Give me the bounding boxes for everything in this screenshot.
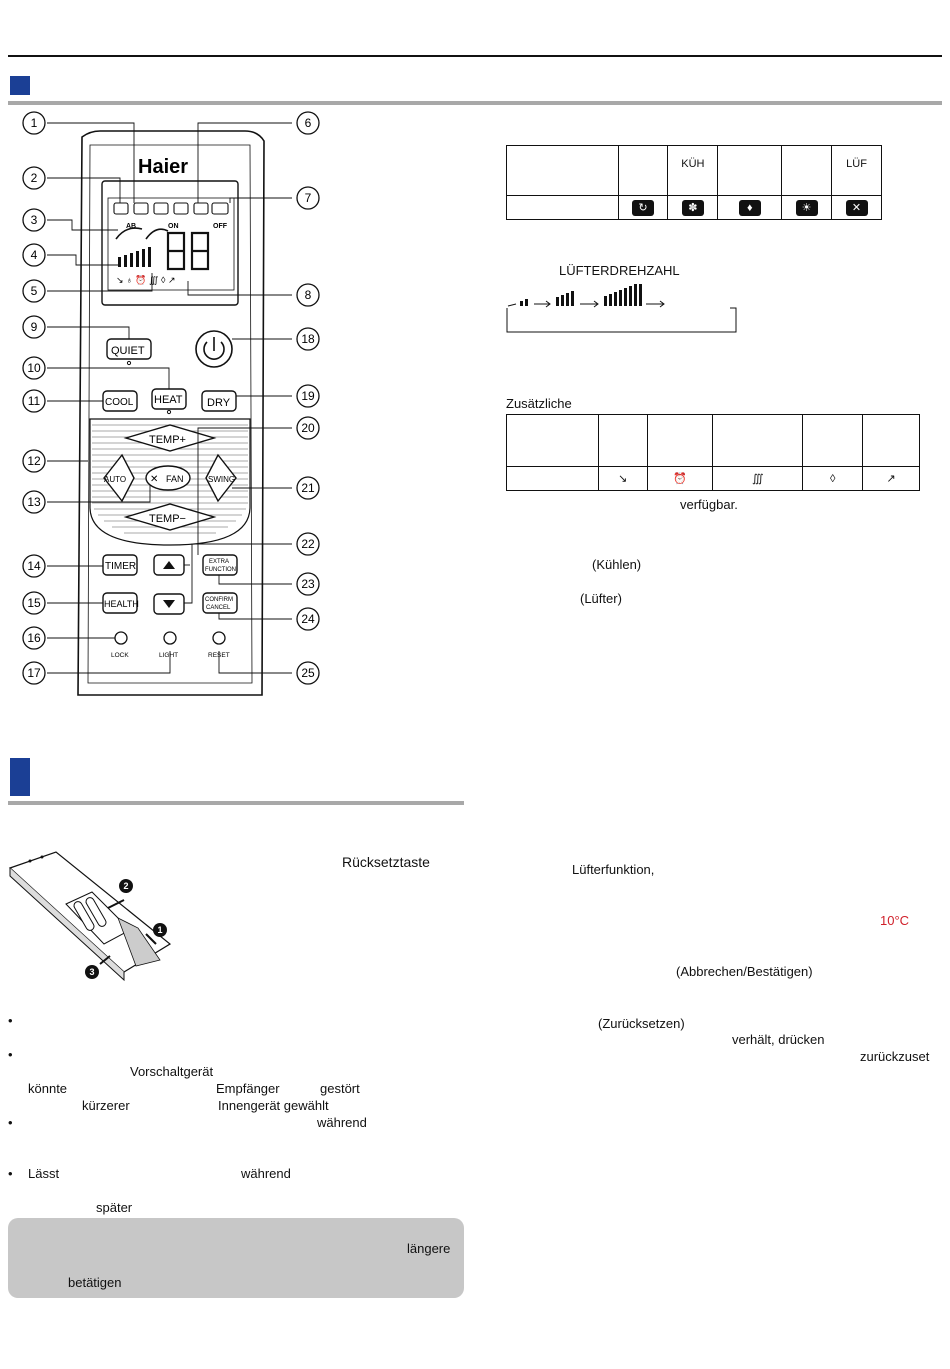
- haier-logo: Haier: [138, 156, 189, 178]
- note-b: betätigen: [68, 1275, 122, 1290]
- b2-b: könnte: [28, 1081, 68, 1096]
- extra-title: Zusätzliche: [506, 396, 572, 411]
- callout-12: 12: [27, 454, 41, 468]
- reset-text: (Zurücksetzen): [598, 1016, 685, 1031]
- heater-icon: ∭: [713, 467, 803, 491]
- b2-f: Innengerät gewählt: [218, 1098, 329, 1113]
- behaves-text: verhält, drücken: [732, 1032, 825, 1047]
- callout-7: 7: [304, 191, 312, 205]
- b2-a: Vorschaltgerät: [130, 1064, 214, 1079]
- reset-back-text: zurückzuset: [860, 1049, 930, 1064]
- lcd-off: OFF: [213, 223, 227, 230]
- section-marker-2: [10, 758, 30, 796]
- lcd-on: ON: [168, 223, 179, 230]
- fan-icon: ✕: [150, 474, 159, 485]
- confirm-label: CONFIRM: [205, 597, 233, 603]
- sun-icon: ☀: [796, 200, 818, 216]
- bullet-4: •: [8, 1166, 13, 1181]
- b4-c: später: [96, 1200, 133, 1215]
- alarm-icon: ⏰: [647, 467, 713, 491]
- auto-icon: ↻: [632, 200, 654, 216]
- callout-3: 3: [30, 213, 38, 227]
- quiet-label: QUIET: [111, 345, 145, 357]
- step-1: 1: [157, 925, 163, 935]
- callout-1: 1: [30, 116, 38, 130]
- callout-10: 10: [27, 361, 41, 375]
- callout-14: 14: [27, 559, 41, 573]
- remote-diagram: [0, 105, 470, 705]
- callout-5: 5: [30, 284, 38, 298]
- sleep-icon: ↘: [598, 467, 647, 491]
- extra-table: [506, 414, 920, 491]
- cancel-label: CANCEL: [206, 605, 231, 611]
- cool-text: (Kühlen): [592, 557, 642, 572]
- top-rule: [8, 55, 942, 57]
- callout-15: 15: [27, 596, 41, 610]
- b3: während: [317, 1115, 367, 1130]
- callout-22: 22: [301, 537, 315, 551]
- bullet-2: •: [8, 1047, 13, 1062]
- step-3: 3: [89, 967, 95, 977]
- leaf-icon: ◊: [803, 467, 863, 491]
- b4-b: während: [241, 1166, 291, 1181]
- callout-8: 8: [304, 288, 312, 302]
- mode-table: [506, 145, 882, 220]
- battery-illustration: [8, 848, 208, 988]
- swing-label: SWING: [208, 475, 236, 484]
- b4-a: Lässt: [28, 1166, 60, 1181]
- extra-label-1: EXTRA: [209, 559, 230, 565]
- light-button[interactable]: [164, 632, 176, 644]
- callout-19: 19: [301, 389, 315, 403]
- lock-label: LOCK: [111, 652, 129, 659]
- bullet-1: •: [8, 1013, 13, 1028]
- available-note: verfügbar.: [680, 497, 738, 512]
- fan-text: (Lüfter): [580, 591, 622, 606]
- callout-18: 18: [301, 332, 315, 346]
- fan-speed-diagram: [500, 284, 750, 336]
- callout-20: 20: [301, 421, 315, 435]
- reset-key-label: Rücksetztaste: [342, 854, 430, 870]
- mode-header-cool: KÜH: [668, 146, 718, 196]
- callout-21: 21: [301, 481, 315, 495]
- callout-13: 13: [27, 495, 41, 509]
- lcd-ab: AB: [126, 223, 137, 230]
- note-a: längere: [407, 1241, 451, 1256]
- section-marker-1: [10, 76, 30, 95]
- reset-button[interactable]: [213, 632, 225, 644]
- light-label: LIGHT: [159, 652, 179, 659]
- mode-header-1: [618, 146, 668, 196]
- lock-button[interactable]: [115, 632, 127, 644]
- turbo-icon: ↗: [863, 467, 920, 491]
- callout-24: 24: [301, 612, 315, 626]
- mode-header-0: [507, 146, 619, 196]
- temp-value: 10°C: [880, 913, 910, 928]
- bullet-3: •: [8, 1115, 13, 1130]
- heat-label: HEAT: [154, 394, 183, 406]
- callout-25: 25: [301, 666, 315, 680]
- drop-icon: ♦: [739, 200, 761, 216]
- reset-label: RESET: [208, 652, 230, 659]
- step-2: 2: [123, 881, 129, 891]
- b2-d: gestört: [320, 1081, 360, 1096]
- callouts-left: [18, 110, 52, 690]
- health-label: HEALTH: [104, 599, 139, 609]
- cancel-confirm-text: (Abbrechen/Bestätigen): [676, 964, 813, 979]
- callout-11: 11: [27, 394, 41, 408]
- temp-minus-label: TEMP−: [149, 513, 186, 525]
- timer-label: TIMER: [105, 561, 137, 572]
- fan-icon: ✕: [846, 200, 868, 216]
- callout-2: 2: [30, 171, 38, 185]
- extra-label-2: FUNCTION: [205, 567, 236, 573]
- lcd-bottom-icons: ↘ ♁ ⏰ ∭ ◊ ↗: [116, 275, 176, 285]
- callout-23: 23: [301, 577, 315, 591]
- mode-header-4: [782, 146, 832, 196]
- callout-4: 4: [30, 248, 38, 262]
- dry-label: DRY: [207, 397, 231, 409]
- mode-header-3: [718, 146, 782, 196]
- mode-header-fan: LÜF: [832, 146, 882, 196]
- callouts-right: [292, 110, 326, 690]
- callout-9: 9: [30, 320, 38, 334]
- snowflake-icon: ✽: [682, 200, 704, 216]
- callout-16: 16: [27, 631, 41, 645]
- auto-label: AUTO: [104, 475, 127, 484]
- callout-17: 17: [27, 666, 41, 680]
- cool-label: COOL: [105, 397, 134, 408]
- temp-plus-label: TEMP+: [149, 434, 186, 446]
- b2-e: kürzerer: [82, 1098, 130, 1113]
- callout-6: 6: [304, 116, 312, 130]
- b2-c: Empfänger: [216, 1081, 280, 1096]
- section-divider-2: [8, 801, 464, 805]
- fan-speed-title: LÜFTERDREHZAHL: [559, 263, 680, 278]
- fan-label: FAN: [166, 474, 184, 484]
- fan-function-text: Lüfterfunktion,: [572, 862, 655, 877]
